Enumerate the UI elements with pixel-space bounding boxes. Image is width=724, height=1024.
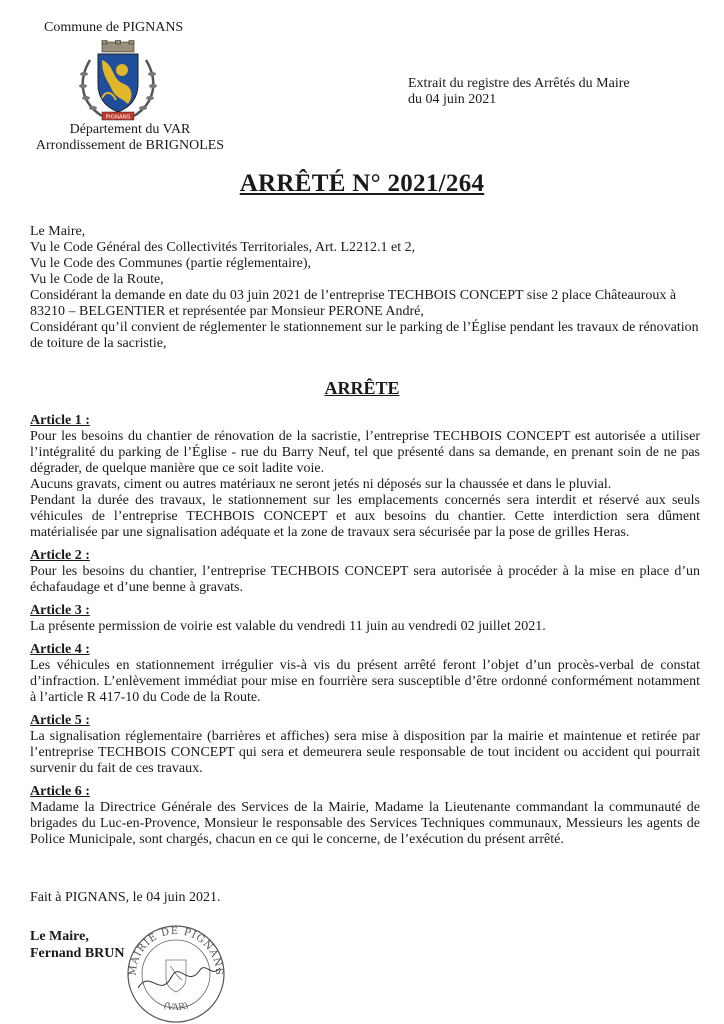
- preamble-line: Considérant qu’il convient de réglementer le stationnement sur le parking de l’Église pendant les travaux de rénovation de toiture de la sacristie,: [30, 320, 699, 351]
- article-paragraph: La signalisation réglementaire (barrières et affiches) sera mise à disposition par la mairie et maintenue et retirée par l’entreprise TECHBOIS CONCEPT qui sera et demeurera seule responsable de tout incident ou accident qui pourrait survenir du fait de ces travaux.: [30, 729, 700, 776]
- done-at: Fait à PIGNANS, le 04 juin 2021.: [30, 890, 221, 905]
- article-2: [30, 548, 700, 596]
- register-extract: [408, 76, 630, 108]
- article-paragraph: Aucuns gravats, ciment ou autres matériaux ne seront jetés ni déposés sur la chaussée et dans le pluvial.: [30, 477, 612, 492]
- article-title: Article 5 :: [30, 713, 90, 728]
- decree-title: ARRÊTÉ N° 2021/264: [239, 170, 485, 197]
- article-title: Article 2 :: [30, 548, 90, 563]
- article-4: [30, 642, 700, 706]
- signature-block: [30, 928, 125, 962]
- coat-of-arms-icon: [72, 40, 164, 124]
- signer-name: Fernand BRUN: [30, 946, 125, 961]
- article-paragraph: Madame la Directrice Générale des Services de la Mairie, Madame la Lieutenante commandant la communauté de brigades du Luc-en-Provence, Monsieur le responsable des Services Techniques communaux, Messieurs les agents de Police Municipale, sont chargés, chacun en ce qui le concerne, de l’exécution du présent arrêté.: [30, 800, 700, 847]
- arrete-heading: ARRÊTE: [324, 378, 400, 398]
- preamble-line: Considérant la demande en date du 03 juin 2021 de l’entreprise TECHBOIS CONCEPT sise 2 place Châteauroux à 83210 – BELGENTIER et représentée par Monsieur PERONE André,: [30, 288, 677, 319]
- district-name: Arrondissement de BRIGNOLES: [35, 138, 225, 153]
- article-title: Article 1 :: [30, 413, 90, 428]
- extract-date: du 04 juin 2021: [408, 92, 497, 107]
- preamble: [30, 224, 700, 352]
- article-5: [30, 713, 700, 777]
- article-paragraph: Pour les besoins du chantier de rénovation de la sacristie, l’entreprise TECHBOIS CONCEPT est autorisée a utiliser l’intégralité du parking de l’Église - rue du Barry Neuf, tel que présenté dans sa demande, en prenant soin de ne pas dégrader, de quelque manière que ce soit ladite voie.: [30, 429, 700, 476]
- article-3: [30, 603, 700, 635]
- stamp-region: (VAR): [162, 1001, 190, 1014]
- preamble-line: Vu le Code Général des Collectivités Territoriales, Art. L2212.1 et 2,: [30, 240, 416, 255]
- department-block: [30, 122, 230, 154]
- article-title: Article 6 :: [30, 784, 90, 799]
- department-name: Département du VAR: [69, 122, 191, 137]
- articles: [30, 413, 700, 855]
- article-1: [30, 413, 700, 541]
- mairie-stamp-icon: [120, 918, 232, 1024]
- signer-role: Le Maire,: [30, 929, 89, 944]
- article-paragraph: Pour les besoins du chantier, l’entreprise TECHBOIS CONCEPT sera autorisée à procéder à la mise en place d’un échafaudage et d’une benne à gravats.: [30, 564, 700, 595]
- article-6: [30, 784, 700, 848]
- article-paragraph: La présente permission de voirie est valable du vendredi 11 juin au vendredi 02 juillet 2021.: [30, 619, 546, 634]
- article-title: Article 4 :: [30, 642, 90, 657]
- stamp-text: MAIRIE DE PIGNANS: [127, 925, 225, 977]
- article-paragraph: Les véhicules en stationnement irrégulier vis-à vis du présent arrêté feront l’objet d’un procès-verbal de constat d’infraction. L’enlèvement immédiat pour mise en fourrière sera susceptible d’être ordonné conformément notamment à l’article R 417-10 du Code de la Route.: [30, 658, 700, 705]
- preamble-line: Vu le Code de la Route,: [30, 272, 164, 287]
- article-title: Article 3 :: [30, 603, 90, 618]
- coat-banner-text: PIGNANS: [105, 114, 131, 121]
- preamble-line: Vu le Code des Communes (partie réglementaire),: [30, 256, 312, 271]
- extract-line-1: Extrait du registre des Arrêtés du Maire: [408, 76, 630, 91]
- article-paragraph: Pendant la durée des travaux, le stationnement sur les emplacements concernés sera interdit et réservé aux seuls véhicules de l’entreprise TECHBOIS CONCEPT et aux besoins du chantier. Cette interdiction sera dûment matérialisée par une signalisation adéquate et la zone de travaux sera sécurisée par la pose de grilles Heras.: [30, 493, 700, 540]
- commune-name: Commune de PIGNANS: [44, 20, 184, 35]
- preamble-line: Le Maire,: [30, 224, 86, 239]
- svg-text:(VAR): [162, 1000, 190, 1013]
